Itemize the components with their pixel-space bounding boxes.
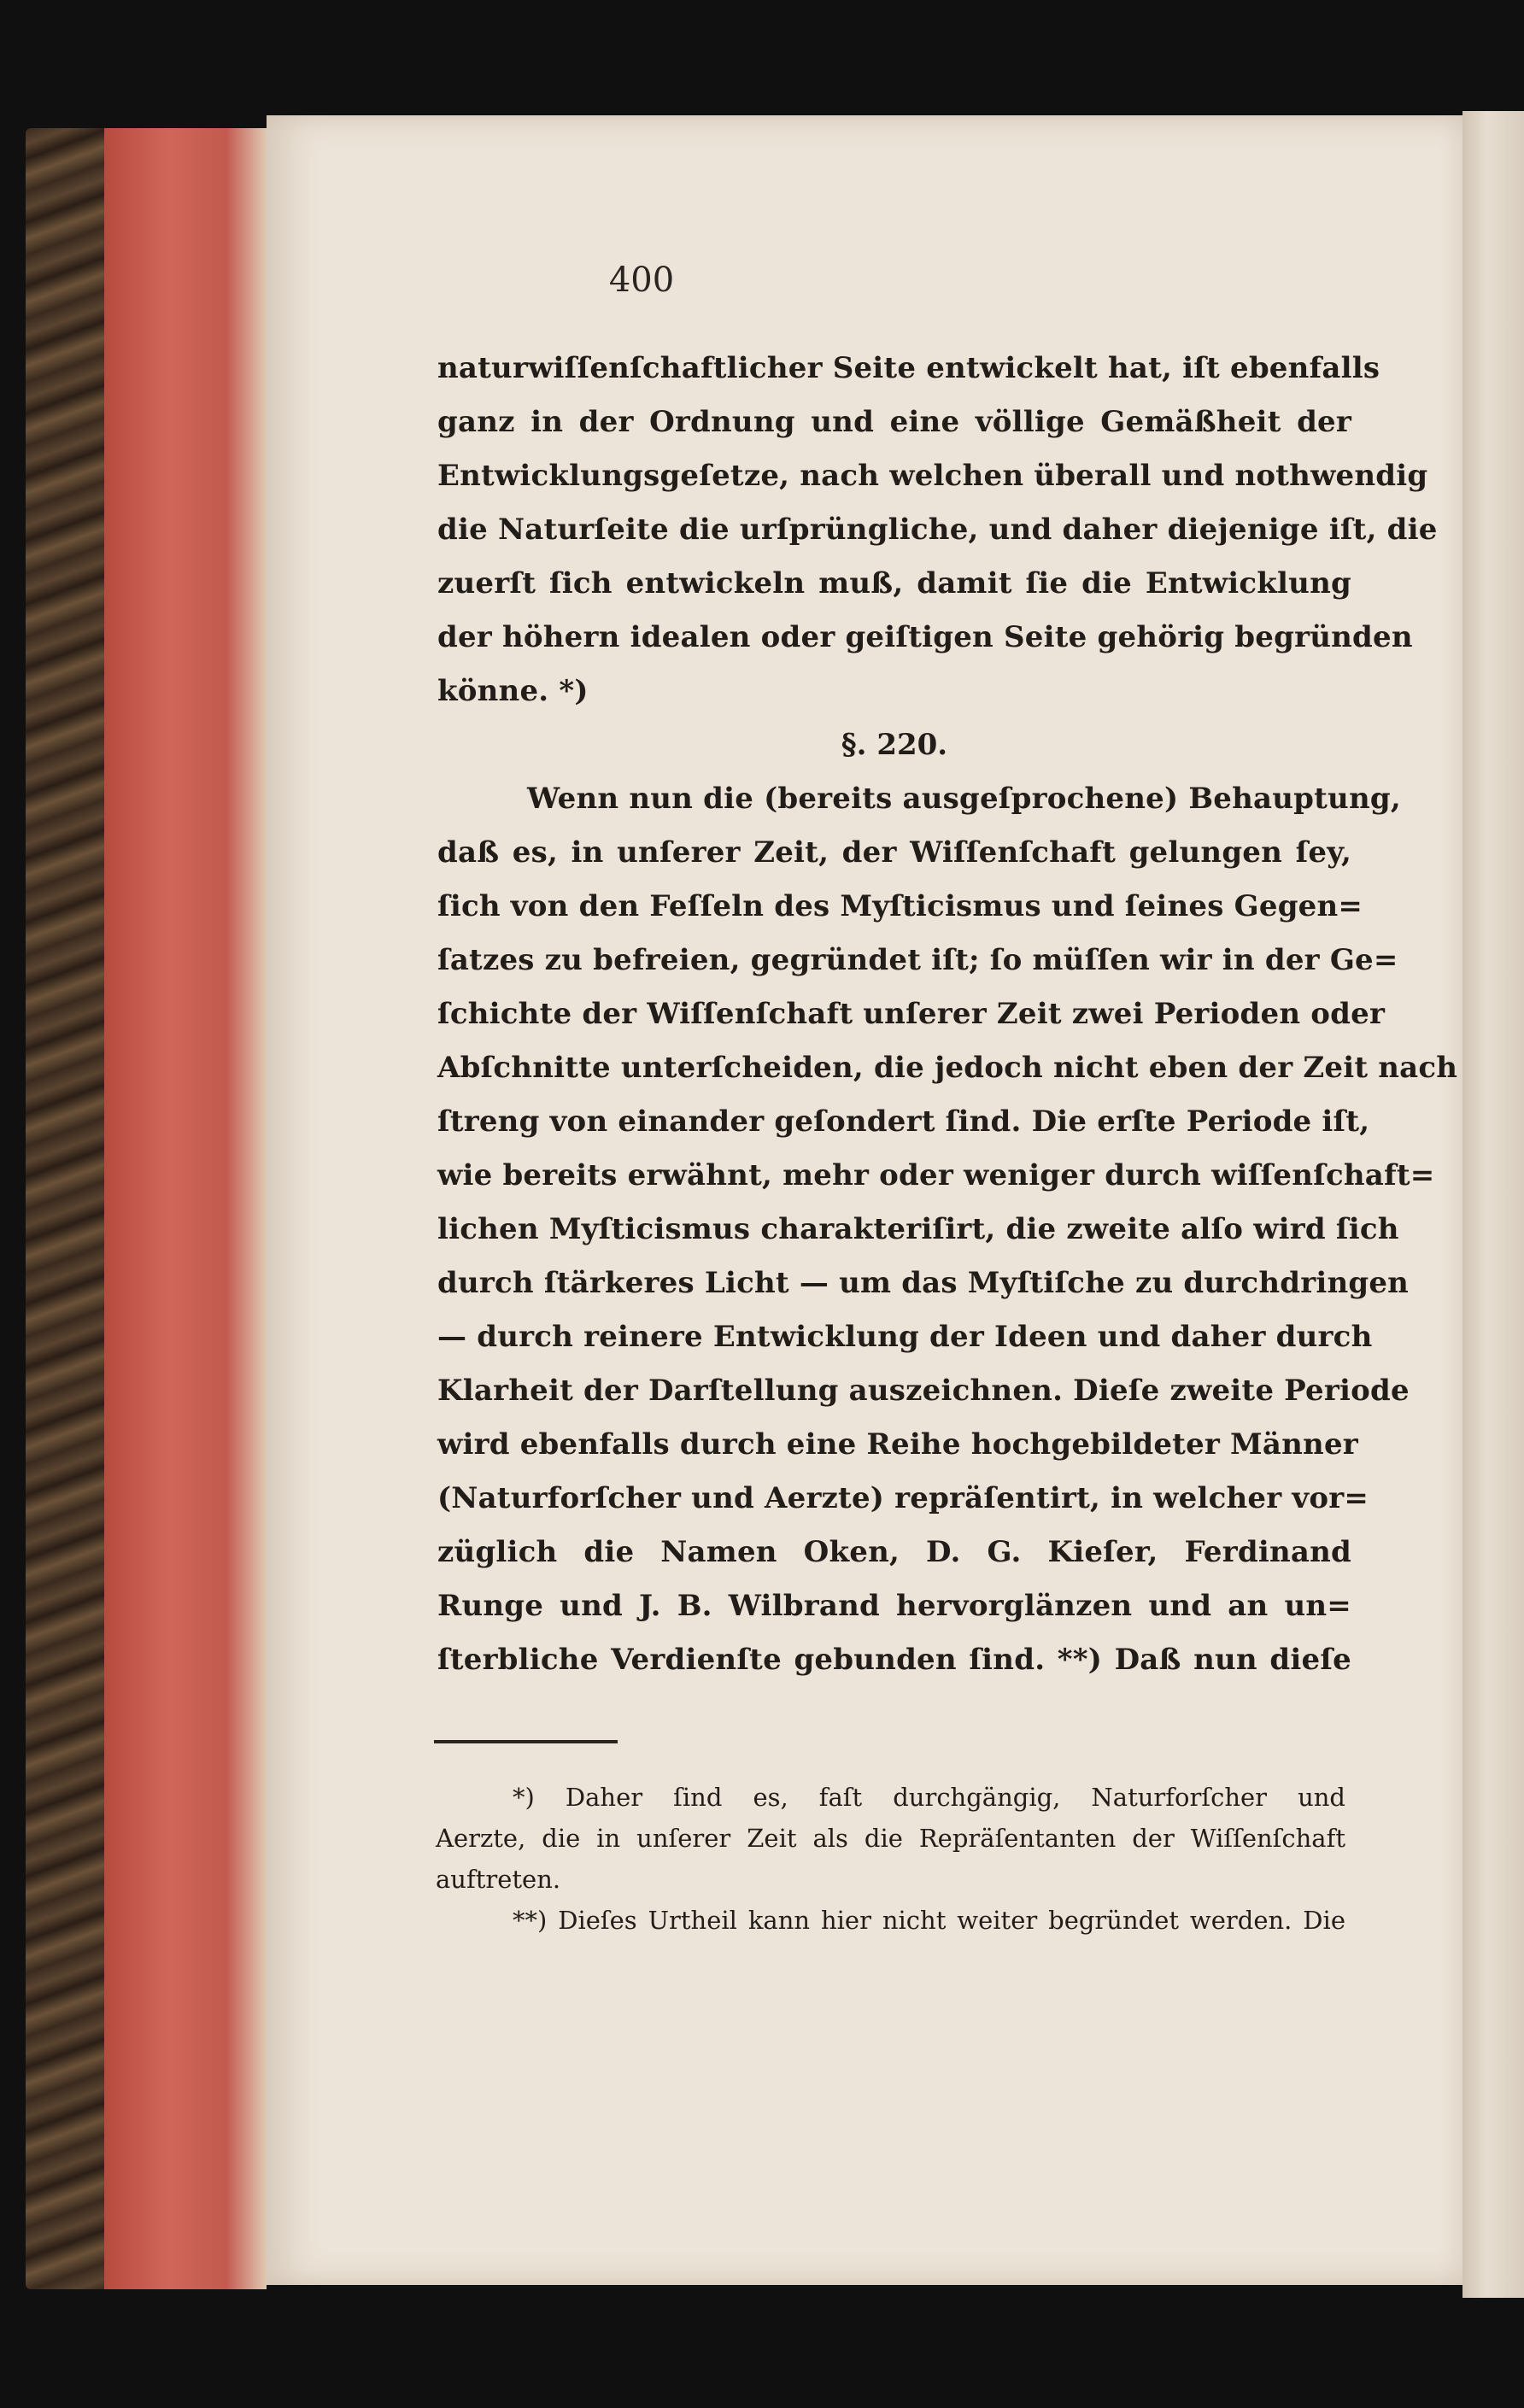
paragraph-line: ſterbliche Verdienſte gebunden ſind. **) Daß nun dieſe (437, 1643, 1351, 1677)
paragraph-line: (Naturforſcher und Aerzte) repräſentirt, in welcher vor= (437, 1481, 1369, 1515)
book-cover-marbled-edge (26, 128, 107, 2289)
book-page-edges (104, 128, 267, 2289)
text-line: der höhern idealen oder geiſtigen Seite gehörig begründen (437, 620, 1413, 654)
text-line: Entwicklungsgeſetze, nach welchen überall und nothwendig (437, 459, 1428, 493)
paragraph-line: züglich die Namen Oken, D. G. Kieſer, Ferdinand (437, 1535, 1351, 1569)
paragraph-line: — durch reinere Entwicklung der Ideen und daher durch (437, 1320, 1373, 1354)
paragraph-line: ſatzes zu befreien, gegründet iſt; ſo müſſen wir in der Ge= (437, 943, 1398, 977)
footnote-divider (434, 1740, 618, 1743)
footnote-line: auftreten. (436, 1865, 561, 1894)
paragraph-line: daß es, in unſerer Zeit, der Wiſſenſchaft gelungen ſey, (437, 835, 1351, 870)
paragraph-line: wird ebenfalls durch eine Reihe hochgebildeter Männer (437, 1427, 1358, 1462)
text-line: zuerſt ſich entwickeln muß, damit ſie die Entwicklung (437, 566, 1351, 601)
text-line: ganz in der Ordnung und eine völlige Gemäßheit der (437, 405, 1351, 439)
footnotes (436, 1777, 1345, 1941)
paragraph-line: lichen Myſticismus charakteriſirt, die zweite alſo wird ſich (437, 1212, 1399, 1246)
text-line: naturwiſſenſchaftlicher Seite entwickelt hat, iſt ebenfalls (437, 351, 1380, 385)
paragraph-line: wie bereits erwähnt, mehr oder weniger durch wiſſenſchaft= (437, 1158, 1435, 1192)
footnote-line: *) Daher ſind es, faſt durchgängig, Naturforſcher und (513, 1783, 1345, 1812)
main-text (437, 342, 1458, 1687)
paragraph-line: Runge und J. B. Wilbrand hervorglänzen und an un= (437, 1589, 1351, 1623)
paragraph-line: ſtreng von einander geſondert ſind. Die erſte Periode iſt, (437, 1104, 1370, 1139)
paragraph-line: Abſchnitte unterſcheiden, die jedoch nicht eben der Zeit nach (437, 1051, 1458, 1085)
paragraph-line: ſchichte der Wiſſenſchaft unſerer Zeit zwei Perioden oder (437, 997, 1386, 1031)
section-heading: §. 220. (841, 728, 948, 762)
paragraph-line: ſich von den Feſſeln des Myſticismus und ſeines Gegen= (437, 889, 1363, 923)
text-line: könne. *) (437, 674, 589, 708)
adjacent-page (1462, 111, 1524, 2298)
paragraph-line: Klarheit der Darſtellung auszeichnen. Dieſe zweite Periode (437, 1374, 1410, 1408)
paragraph-line: Wenn nun die (bereits ausgeſprochene) Behauptung, (527, 782, 1401, 816)
footnote-line: Aerzte, die in unſerer Zeit als die Repräſentanten der Wiſſenſchaft (436, 1824, 1345, 1853)
text-line: die Naturſeite die urſprüngliche, und daher diejenige iſt, die (437, 513, 1438, 547)
paragraph-line: durch ſtärkeres Licht — um das Myſtiſche zu durchdringen (437, 1266, 1410, 1300)
page-number: 400 (608, 261, 675, 300)
footnote-line: **) Dieſes Urtheil kann hier nicht weiter begründet werden. Die (513, 1906, 1345, 1935)
